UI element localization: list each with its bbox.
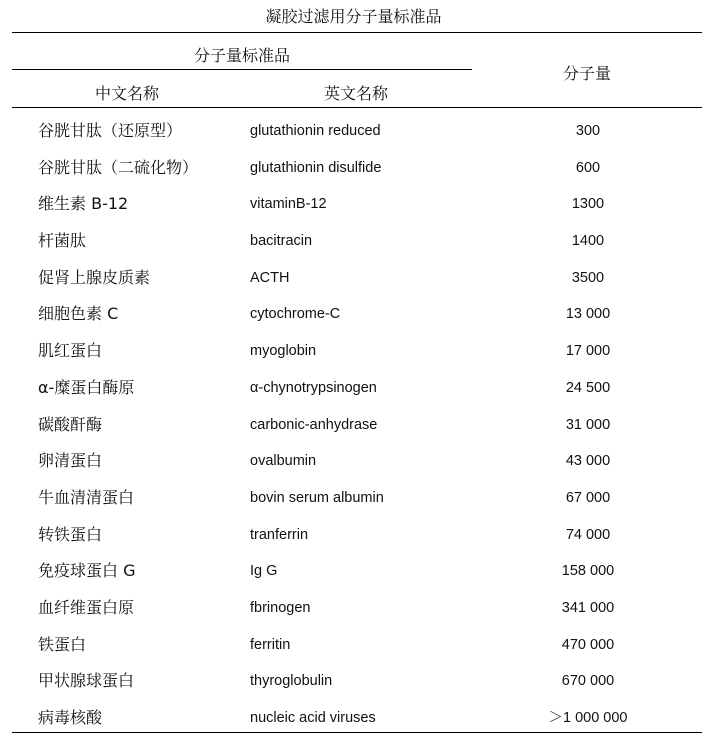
english-name-cell: cytochrome-C <box>250 306 341 323</box>
chinese-name-cell: 谷胱甘肽（还原型） <box>38 121 183 140</box>
molecular-weight-cell: 158 000 <box>561 563 615 580</box>
chinese-name-cell: 杆菌肽 <box>38 231 87 251</box>
english-name-cell: fbrinogen <box>250 599 311 616</box>
english-name-cell: bovin serum albumin <box>250 489 384 506</box>
molecular-weight-cell: 17 000 <box>565 343 611 360</box>
chinese-name-cell: 碳酸酐酶 <box>38 414 103 434</box>
table-row <box>0 442 707 479</box>
molecular-weight-cell: 600 <box>575 159 601 176</box>
english-name-cell: ACTH <box>250 269 290 286</box>
english-name-cell: carbonic-anhydrase <box>250 416 378 433</box>
molecular-weight-cell: 43 000 <box>565 453 611 470</box>
chinese-name-cell: 卵清蛋白 <box>38 451 103 471</box>
table-row <box>0 699 707 736</box>
table-row <box>0 222 707 259</box>
chinese-name-cell: 免疫球蛋白 G <box>38 561 136 581</box>
header-chinese-name: 中文名称 <box>94 84 159 103</box>
chinese-name-cell: 牛血清清蛋白 <box>38 487 135 507</box>
molecular-weight-cell: 13 000 <box>565 306 611 323</box>
molecular-weight-cell: 341 000 <box>561 599 615 616</box>
header-molecular-weight: 分子量 <box>562 64 611 83</box>
chinese-name-cell: 谷胱甘肽（二硫化物） <box>38 157 199 177</box>
table-row <box>0 149 707 186</box>
english-name-cell: thyroglobulin <box>250 673 333 690</box>
chinese-name-cell: 转铁蛋白 <box>38 524 103 544</box>
table-row <box>0 295 707 332</box>
molecular-weight-cell: 31 000 <box>565 416 611 433</box>
header-group-label: 分子量标准品 <box>193 46 290 65</box>
chinese-name-cell: 细胞色素 C <box>38 304 119 324</box>
table-row <box>0 589 707 626</box>
table-row <box>0 626 707 663</box>
molecular-weight-cell: 470 000 <box>561 636 615 653</box>
table-row <box>0 552 707 589</box>
chinese-name-cell: 血纤维蛋白原 <box>38 597 135 617</box>
molecular-weight-cell: 24 500 <box>565 379 611 396</box>
molecular-weight-cell: 67 000 <box>565 489 611 506</box>
english-name-cell: nucleic acid viruses <box>250 710 376 726</box>
table-row <box>0 112 707 149</box>
molecular-weight-cell: 1400 <box>571 233 605 250</box>
molecular-weight-cell: 670 000 <box>561 673 615 690</box>
english-name-cell: α-chynotrypsinogen <box>250 379 377 396</box>
chinese-name-cell: 维生素 B-12 <box>38 194 129 214</box>
molecular-weight-cell: 3500 <box>571 269 605 286</box>
english-name-cell: tranferrin <box>250 526 309 543</box>
molecular-weight-cell: 1300 <box>571 196 605 213</box>
table-row <box>0 185 707 222</box>
english-name-cell: ferritin <box>250 636 291 653</box>
table-row <box>0 406 707 443</box>
english-name-cell: myoglobin <box>250 343 317 360</box>
chinese-name-cell: 铁蛋白 <box>38 634 87 654</box>
english-name-cell: glutathionin reduced <box>250 123 381 139</box>
group-underline <box>12 69 472 70</box>
header-english-name: 英文名称 <box>323 84 388 103</box>
header-rule <box>12 107 702 108</box>
molecular-weight-cell: 74 000 <box>565 526 611 543</box>
table-row <box>0 369 707 406</box>
top-rule <box>12 32 702 33</box>
chinese-name-cell: 肌红蛋白 <box>38 341 103 361</box>
english-name-cell: glutathionin disulfide <box>250 159 382 176</box>
english-name-cell: bacitracin <box>250 233 313 250</box>
table-row <box>0 479 707 516</box>
english-name-cell: vitaminB-12 <box>250 196 327 213</box>
chinese-name-cell: 促肾上腺皮质素 <box>38 267 151 287</box>
table-body <box>0 112 707 736</box>
chinese-name-cell: α-糜蛋白酶原 <box>38 377 135 397</box>
table-caption: 凝胶过滤用分子量标准品 <box>265 7 442 26</box>
english-name-cell: Ig G <box>250 563 278 580</box>
molecular-weight-cell: ＞1 000 000 <box>548 710 628 726</box>
table-row <box>0 332 707 369</box>
english-name-cell: ovalbumin <box>250 453 317 470</box>
table-row <box>0 662 707 699</box>
molecular-weight-cell: 300 <box>575 123 601 139</box>
table-row <box>0 259 707 296</box>
chinese-name-cell: 病毒核酸 <box>38 708 103 727</box>
table-row <box>0 516 707 553</box>
chinese-name-cell: 甲状腺球蛋白 <box>38 671 135 691</box>
